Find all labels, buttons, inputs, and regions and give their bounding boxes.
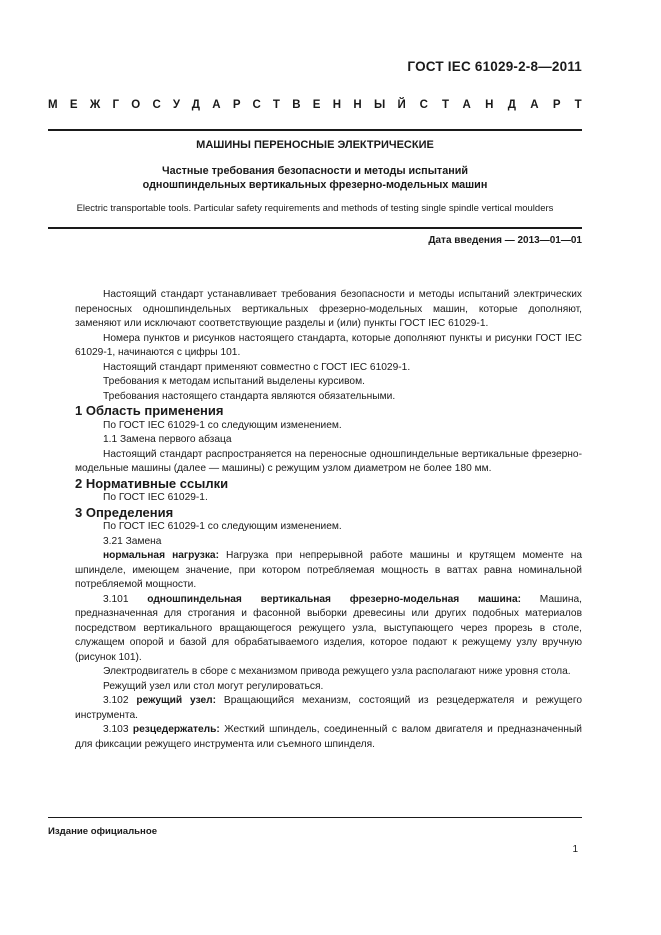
definition-text: Нагрузка при непрерывной работе машины и крутящем моменте на шпинделе, имеющем значение, при котором потребляемая мощность в ваттах равна номинальной потребляемой мощности.: [75, 550, 583, 590]
section-3-paragraph-2: 3.21 Замена: [103, 535, 162, 547]
document-title: МАШИНЫ ПЕРЕНОСНЫЕ ЭЛЕКТРИЧЕСКИЕ: [196, 139, 434, 151]
standard-type-heading: [48, 99, 596, 111]
definition-term: резцедержатель:: [132, 724, 220, 735]
definition-number: 3.103: [103, 724, 133, 735]
definition-number: 3.102: [103, 695, 137, 706]
definition-text: Вращающийся механизм, состоящий из резцедержателя и режущего инструмента.: [75, 695, 583, 721]
definition-term: режущий узел:: [136, 695, 217, 706]
intro-paragraph-2: Номера пунктов и рисунков настоящего стандарта, которые дополняют пункты и рисунки ГОСТ IEC 61029-1, начинаются с цифры 101.: [75, 332, 582, 358]
section-3-heading: 3 Определения: [75, 504, 174, 520]
subtitle-line-2: одношпиндельных вертикальных фрезерно-модельных машин: [142, 179, 488, 191]
subtitle-line-1: Частные требования безопасности и методы испытаний: [161, 165, 469, 177]
top-divider: [48, 129, 582, 131]
section-3-paragraph-1: По ГОСТ IEC 61029-1 со следующим изменением.: [103, 521, 342, 532]
section-1-paragraph-3: Настоящий стандарт распространяется на переносные одношпиндельные вертикальные фрезерно-модельные машины (далее — машины) с режущим узлом диаметром не более 180 мм.: [75, 448, 582, 474]
intro-paragraph-4: Требования к методам испытаний выделены курсивом.: [103, 376, 365, 387]
intro-paragraph-5: Требования настоящего стандарта являются обязательными.: [103, 390, 396, 402]
section-3-paragraph-3: Электродвигатель в сборе с механизмом привода режущего узла располагают ниже уровня стола.: [103, 666, 571, 677]
official-edition-label: Издание официальное: [48, 826, 158, 837]
title-bottom-divider: [48, 227, 582, 229]
standard-type-word-interstate: МЕЖГОСУДАРСТВЕННЫЙ: [48, 99, 419, 111]
gost-number: ГОСТ IEC 61029-2-8—2011: [407, 59, 582, 74]
intro-paragraph-3: Настоящий стандарт применяют совместно с ГОСТ IEC 61029-1.: [103, 361, 411, 373]
section-3-paragraph-4: Режущий узел или стол могут регулироваться.: [103, 680, 324, 692]
section-2-paragraph-1: По ГОСТ IEC 61029-1.: [103, 492, 208, 503]
definition-term: одношпиндельная вертикальная фрезерно-модельная машина:: [147, 593, 521, 605]
definition-term: нормальная нагрузка:: [103, 550, 219, 561]
english-title: Electric transportable tools. Particular safety requirements and methods of testing single spindle vertical moulders: [76, 203, 554, 214]
definition-cutting-unit: [75, 694, 582, 723]
definition-text: Жесткий шпиндель, соединенный с валом двигателя и предназначенный для фиксации режущего инструмента или съемного шпинделя.: [75, 724, 582, 750]
definition-cutter-holder: [75, 723, 582, 752]
page-number: 1: [572, 844, 578, 855]
section-1-paragraph-1: По ГОСТ IEC 61029-1 со следующим изменением.: [103, 419, 342, 431]
definition-number: 3.101: [103, 593, 148, 605]
definition-moulder: [75, 593, 582, 666]
section-1-paragraph-2: 1.1 Замена первого абзаца: [103, 434, 232, 445]
footer-divider: [48, 817, 582, 818]
definition-text: Машина, предназначенная для строгания и фасонной выборки древесины или других подобных материалов посредством вертикального вращающегося режущего узла, выступающего через прорезь в столе, служащем опорой и базой для обрабатываемого изделия, которое подают к режущему узлу вручную (рисунок 101).: [75, 593, 582, 663]
effective-date: Дата введения — 2013—01—01: [428, 235, 582, 246]
section-1-heading: 1 Область применения: [75, 403, 224, 418]
intro-paragraph-1: Настоящий стандарт устанавливает требования безопасности и методы испытаний электрических переносных одношпиндельных вертикальных фрезерно-модельных машин, которые дополняют, заменяют или исключают соответствующие разделы и (или) пункты ГОСТ IEC 61029-1.: [75, 289, 582, 329]
definition-normal-load: [75, 549, 582, 593]
standard-type-word-standard: СТАНДАРТ: [419, 99, 596, 111]
section-2-heading: 2 Нормативные ссылки: [75, 475, 229, 491]
document-body: [75, 288, 582, 752]
document-subtitle: [48, 164, 582, 192]
